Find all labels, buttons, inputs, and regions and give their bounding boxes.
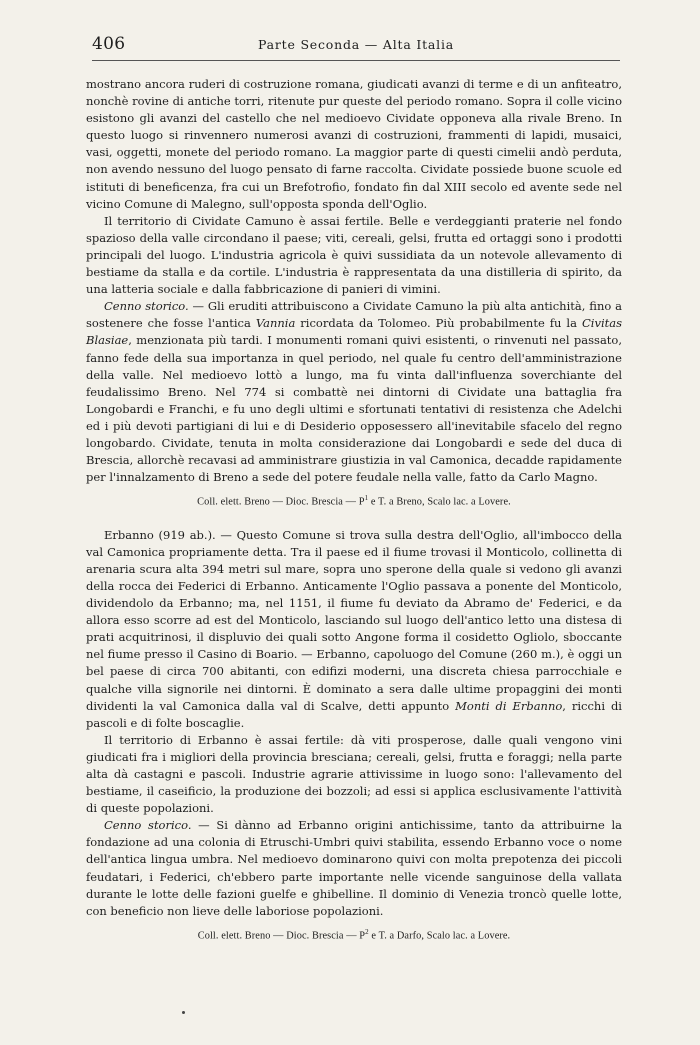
text-run: , menzionata più tardi. I monumenti romani quivi esistenti, o rinvenuti nel passato, fanno fede della sua importanza in quel periodo, nel quale fu centro dell'amministrazione della valle. Nel medioevo lottò a lungo, ma fu vinta dall'influenza soverchiante del feudalissimo Breno. Nel 774 si combattè nei dintorni di Cividate una battaglia fra Longobardi e Franchi, e fu uno degli ultimi e sfortunati tentativi di resistenza che Adelchi ed i più devoti partigiani di lui e di Desiderio opposessero all'inevitabile sfacelo del regno longobardo. Cividate, tenuta in molta considerazione dai Longobardi e sede del duca di Brescia, allorchè recavasi ad amministrare giustizia in val Camonica, decadde rapidamente per l'innalzamento di Breno a sede del potere feudale nella valle, fatto da Carlo Magno. bbox=[86, 333, 622, 485]
paragraph: Il territorio di Erbanno è assai fertile: dà viti prosperose, dalle quali vengono vini giudicati fra i migliori della provincia bresciana; cereali, gelsi, frutta e foraggi; nella parte alta dà castagni e pascoli. Industrie agrarie attivissime in luogo sono: l'allevamento del bestiame, il caseificio, la produzione dei bozzoli; ad essi si applica esclusivamente l'attività di queste popolazioni. bbox=[86, 732, 622, 816]
italic-term: Monti di Erbanno bbox=[455, 698, 563, 713]
running-title: Parte Seconda — Alta Italia bbox=[257, 37, 455, 52]
text-run: e T. a Breno, Scalo lac. a Lovere. bbox=[368, 496, 511, 508]
text-run: Coll. elett. Breno — Dioc. Brescia — P bbox=[197, 496, 365, 508]
body-text bbox=[86, 76, 622, 944]
entry-cividate bbox=[86, 76, 622, 511]
paragraph: Il territorio di Cividate Camuno è assai fertile. Belle e verdeggianti praterie nel fondo spazioso della valle circondano il paese; viti, cereali, gelsi, frutta ed ortaggi sono i prodotti principali del luogo. L'industria agricola è quivi sussidiata da un notevole allevamento di bestiame da stalla e da cortile. L'industria è rappresentata da una distilleria di spirito, da una latteria sociale e dalla fabbricazione di panieri di vimini. bbox=[86, 213, 622, 297]
electoral-note bbox=[86, 924, 622, 944]
history-label: Cenno storico. bbox=[104, 299, 189, 314]
italic-term: Vannia bbox=[255, 316, 296, 331]
entry-erbanno bbox=[86, 527, 622, 945]
text-run: ricordata da Tolomeo. Più probabilmente fu la bbox=[295, 316, 582, 331]
paragraph-history bbox=[86, 817, 622, 920]
italic-term: Civitas Blasiae bbox=[86, 316, 622, 348]
paragraph-history bbox=[86, 298, 622, 486]
electoral-note bbox=[86, 490, 622, 510]
text-run: , ricchi di pascoli e di folte boscaglie. bbox=[86, 698, 622, 730]
history-label: Cenno storico. bbox=[104, 818, 192, 833]
running-header bbox=[92, 34, 620, 58]
paragraph: mostrano ancora ruderi di costruzione romana, giudicati avanzi di terme e di un anfiteatro, nonchè rovine di antiche torri, ritenute pur queste del periodo romano. Sopra il colle vicino esistono gli avanzi del castello che nel medioevo Cividate opponeva alla rivale Breno. In questo luogo si rinvennero numerosi avanzi di costruzioni, frammenti di lapidi, musaici, vasi, oggetti, monete del periodo romano. La maggior parte di questi cimelii andò perduta, non avendo nessuno del luogo pensato di farne raccolta. Cividate possiede buone scuole ed istituti di beneficenza, fra cui un Brefotrofio, fondato fin dal XIII secolo ed avente sede nel vicino Comune di Malegno, sull'opposta sponda dell'Oglio. bbox=[86, 77, 622, 211]
superscript: 2 bbox=[365, 927, 369, 936]
text-run: e T. a Darfo, Scalo lac. a Lovere. bbox=[368, 930, 511, 942]
superscript: 1 bbox=[364, 494, 369, 503]
header-rule bbox=[92, 60, 620, 61]
paragraph bbox=[86, 527, 622, 732]
text-run: Erbanno (919 ab.). — Questo Comune si trova sulla destra dell'Oglio, all'imbocco della val Camonica propriamente detta. Tra il paese ed il fiume trovasi il Monticolo, collinetta di arenaria scura alta 394 metri sul mare, sopra uno sperone della quale si vedono gli avanzi della rocca dei Federici di Erbanno. Anticamente l'Oglio passava a ponente del Monticolo, dividendolo da Erbanno; ma, nel 1151, il fiume fu deviato da Abramo de' Federici, e da allora esso scorre ad est del Monticolo, lasciando sul luogo dell'antico letto una distesa di prati acquitrinosi, il displuvio dei quali sotto Angone forma il cosidetto Ogliolo, sboccante nel fiume presso il Casino di Boario. — Erbanno, capoluogo del Comune (260 m.), è oggi un bel paese di circa 700 abitanti, con edifizi moderni, una discreta chiesa parrocchiale e qualche villa signorile nei dintorni. È dominato a sera dalle ultime propaggini dei monti dividenti la val Camonica dalla val di Scalve, detti appunto bbox=[86, 527, 622, 713]
page-number: 406 bbox=[92, 34, 126, 54]
text-run: — Gli eruditi attribuiscono a Cividate Camuno la più alta antichità, fino a sostenere che fosse l'antica bbox=[86, 299, 623, 331]
text-run: — Si dànno ad Erbanno origini antichissime, tanto da attribuirne la fondazione ad una colonia di Etruschi-Umbri quivi stabilita, essendo Erbanno voce o nome dell'antica lingua umbra. Nel medioevo dominarono quivi con molta prepotenza dei piccoli feudatari, i Federici, ch'ebbero parte importante nelle vicende sanguinose della vallata durante le lotte delle fazioni guelfe e ghibelline. Il dominio di Venezia troncò quelle lotte, con beneficio non lieve delle laboriose popolazioni. bbox=[86, 818, 622, 918]
text-run: Coll. elett. Breno — Dioc. Brescia — P bbox=[197, 930, 366, 942]
stray-mark bbox=[182, 1011, 185, 1014]
